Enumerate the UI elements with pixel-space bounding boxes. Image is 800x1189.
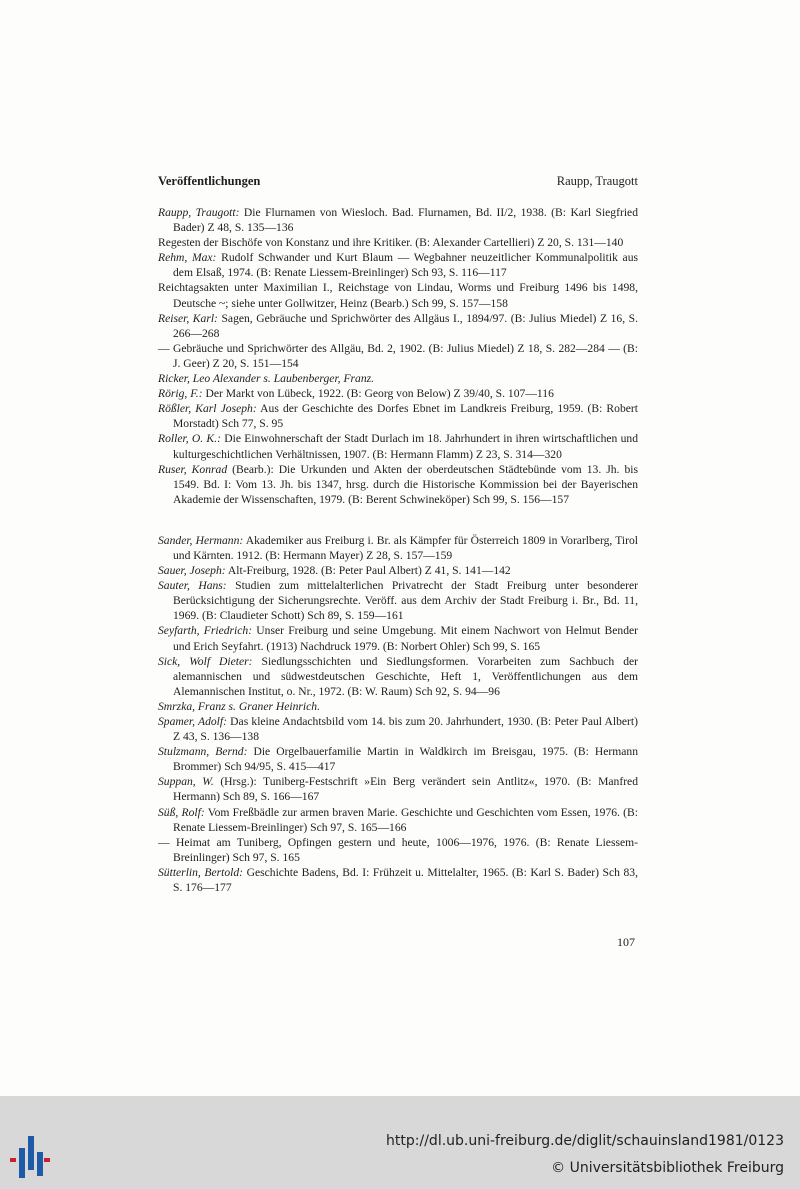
entry-text: Alt-Freiburg, 1928. (B: Peter Paul Albert) Z 41, S. 141—142 — [225, 564, 511, 578]
entry-author: Ruser, Konrad — [158, 462, 228, 476]
entry-author: Sauer, Joseph: — [158, 564, 226, 578]
bibliography-entry — [158, 623, 638, 653]
bibliography-entry — [158, 714, 638, 744]
bibliography-entry — [158, 235, 638, 250]
section-gap — [158, 507, 638, 533]
entry-text: Reichtagsakten unter Maximilian I., Reichstage von Lindau, Worms und Freiburg 1496 bis 1498, Deutsche ~; siehe unter Gollwitzer, Heinz (Bearb.) Sch 99, S. 157—158 — [158, 281, 638, 310]
entries-group-r — [158, 205, 638, 507]
entry-text: Aus der Geschichte des Dorfes Ebnet im Landkreis Freiburg, 1959. (B: Robert Morstadt) Sch 77, S. 95 — [173, 402, 638, 431]
permalink-url[interactable]: http://dl.ub.uni-freiburg.de/diglit/schauinsland1981/0123 — [386, 1133, 784, 1149]
header-section-title: Veröffentlichungen — [158, 174, 261, 188]
entry-text: Geschichte Badens, Bd. I: Frühzeit u. Mittelalter, 1965. (B: Karl S. Bader) Sch 83, S. 176—177 — [173, 865, 638, 895]
bibliography-list — [158, 205, 638, 895]
bibliography-entry — [158, 654, 638, 699]
bibliography-entry — [158, 835, 638, 865]
bibliography-entry — [158, 805, 638, 835]
entry-author: Rößler, Karl Joseph: — [158, 402, 257, 416]
bibliography-entry — [158, 774, 638, 804]
entry-author: Smrzka, Franz s. Graner Heinrich. — [158, 699, 320, 713]
bibliography-entry — [158, 386, 638, 401]
entry-text: — Gebräuche und Sprichwörter des Allgäu, Bd. 2, 1902. (B: Julius Miedel) Z 18, S. 282—284 — (B: J. Geer) Z 20, S. 151—154 — [158, 341, 638, 370]
page-number: 107 — [617, 935, 635, 949]
entry-text: Regesten der Bischöfe von Konstanz und ihre Kritiker. (B: Alexander Cartellieri) Z 20, S. 131—140 — [158, 236, 624, 250]
bibliography-entry — [158, 462, 638, 507]
bibliography-entry — [158, 250, 638, 280]
bibliography-entry — [158, 744, 638, 774]
entry-author: Sander, Hermann: — [158, 533, 244, 547]
entry-text: Das kleine Andachtsbild vom 14. bis zum 20. Jahrhundert, 1930. (B: Peter Paul Albert) Z 43, S. 136—138 — [173, 715, 639, 744]
entry-author: Rehm, Max: — [158, 251, 217, 265]
entry-author: Suppan, W. — [158, 775, 214, 789]
entry-author: Reiser, Karl: — [158, 311, 218, 325]
entry-text: Die Flurnamen von Wiesloch. Bad. Flurnamen, Bd. II/2, 1938. (B: Karl Siegfried Bader) Z 48, S. 135—136 — [173, 206, 638, 235]
entry-author: Rörig, F.: — [158, 387, 203, 401]
copyright-notice: © Universitätsbibliothek Freiburg — [551, 1160, 784, 1176]
entry-text: Akademiker aus Freiburg i. Br. als Kämpfer für Österreich 1809 in Vorarlberg, Tirol und Kärnten. 1912. (B: Hermann Mayer) Z 28, S. 157—159 — [173, 533, 638, 562]
entry-text: Der Markt von Lübeck, 1922. (B: Georg von Below) Z 39/40, S. 107—116 — [202, 387, 554, 401]
entry-text: Die Orgelbauerfamilie Martin in Waldkirch im Breisgau, 1975. (B: Hermann Brommer) Sch 94/95, S. 415—417 — [173, 745, 638, 774]
running-header — [158, 174, 638, 189]
bibliography-entry — [158, 865, 638, 895]
bibliography-entry — [158, 280, 638, 310]
bibliography-entry — [158, 205, 638, 235]
entry-text: Vom Freßbädle zur armen braven Marie. Geschichte und Geschichten vom Essen, 1976. (B: Renate Liessem-Breinlinger) Sch 97, S. 165—166 — [173, 805, 638, 834]
entry-author: Roller, O. K.: — [158, 432, 221, 446]
entry-text: Unser Freiburg und seine Umgebung. Mit einem Nachwort von Helmut Bender und Erich Seyfahrt. (1913) Nachdruck 1979. (B: Norbert Ohler) Sch 99, S. 165 — [173, 624, 638, 653]
library-logo-icon — [10, 1134, 50, 1178]
bibliography-entry — [158, 578, 638, 623]
bibliography-entry — [158, 311, 638, 341]
bibliography-entry — [158, 431, 638, 461]
entry-author: Ricker, Leo Alexander s. Laubenberger, Franz. — [158, 372, 375, 386]
bibliography-entry — [158, 533, 638, 563]
entry-author: Seyfarth, Friedrich: — [158, 624, 253, 638]
entry-text: Studien zum mittelalterlichen Privatrecht der Stadt Freiburg unter besonderer Berücksichtigung der Sicherungsrechte. Veröff. aus dem Archiv der Stadt Freiburg i. Br., Bd. 11, 1969. (B: Claudieter Schott) Sch 89, S. 159—161 — [173, 579, 639, 623]
bibliography-entry — [158, 699, 638, 714]
entry-text: Siedlungsschichten und Siedlungsformen. Vorarbeiten zum Sachbuch der alemannischen und südwestdeutschen Geschichte, Heft 1, Veröffentlichungen aus dem Alemannischen Institut, o. Nr., 1972. (B: W. Raum) Sch 92, S. 94—96 — [173, 654, 638, 698]
bibliography-entry — [158, 341, 638, 371]
header-author-range: Raupp, Traugott — [556, 174, 638, 188]
entry-author: Süß, Rolf: — [158, 805, 205, 819]
entry-text: (Hrsg.): Tuniberg-Festschrift »Ein Berg verändert sein Antlitz«, 1970. (B: Manfred Hermann) Sch 89, S. 166—167 — [173, 775, 638, 804]
bibliography-entry — [158, 401, 638, 431]
entry-text: Sagen, Gebräuche und Sprichwörter des Allgäus I., 1894/97. (B: Julius Miedel) Z 16, S. 266—268 — [173, 311, 638, 340]
entries-group-s — [158, 533, 638, 895]
entry-text: — Heimat am Tuniberg, Opfingen gestern und heute, 1006—1976, 1976. (B: Renate Liessem-Breinlinger) Sch 97, S. 165 — [158, 835, 638, 864]
entry-text: Die Einwohnerschaft der Stadt Durlach im 18. Jahrhundert in ihren wirtschaftlichen und kulturgeschichtlichen Verhältnissen, 1907. (B: Hermann Flamm) Z 23, S. 314—320 — [173, 432, 638, 461]
entry-author: Sütterlin, Bertold: — [158, 865, 244, 879]
entry-author: Spamer, Adolf: — [158, 715, 227, 728]
bibliography-entry — [158, 371, 638, 386]
entry-text: (Bearb.): Die Urkunden und Akten der oberdeutschen Städtebünde vom 13. Jh. bis 1549. Bd. I: Vom 13. Jh. bis 1347, hrsg. durch die Historische Kommission bei der Bayerischen Akademie der Wissenschaften, 1979. (B: Berent Schwineköper) Sch 99, S. 156—157 — [173, 462, 638, 506]
entry-author: Sick, Wolf Dieter: — [158, 654, 253, 668]
entry-author: Sauter, Hans: — [158, 579, 227, 593]
entry-text: Rudolf Schwander und Kurt Blaum — Wegbahner neuzeitlicher Kommunalpolitik aus dem Elsaß, 1974. (B: Renate Liessem-Breinlinger) Sch 93, S. 116—117 — [173, 251, 639, 280]
entry-author: Stulzmann, Bernd: — [158, 745, 248, 759]
entry-author: Raupp, Traugott: — [158, 206, 240, 219]
bibliography-entry — [158, 563, 638, 578]
